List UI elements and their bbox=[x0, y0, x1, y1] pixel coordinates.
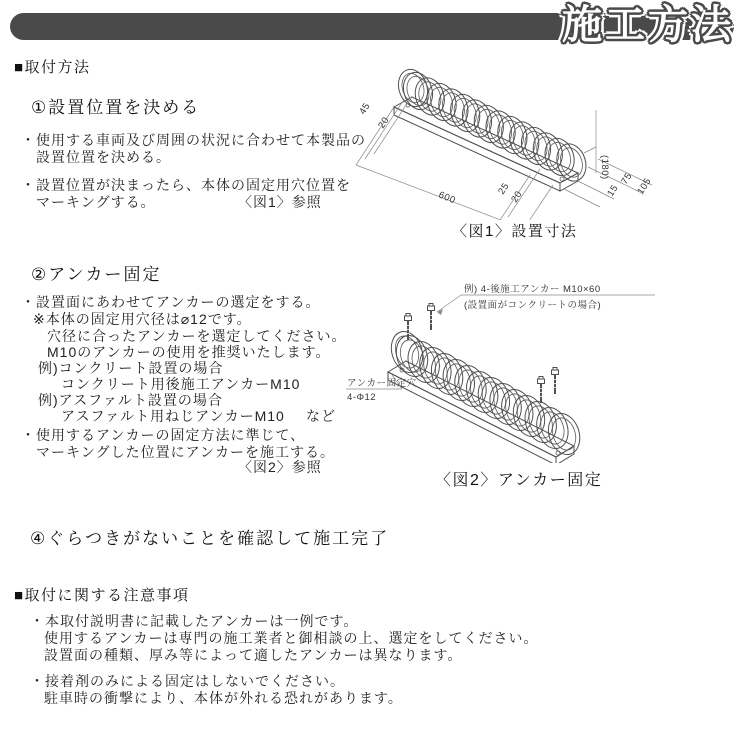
step2-line4: M10のアンカーの使用を推奨いたします。 bbox=[47, 344, 331, 360]
note1-line2: 使用するアンカーは専門の施工業者と御相談の上、選定をしてください。 bbox=[44, 630, 539, 646]
figure1-caption: 〈図1〉設置寸法 bbox=[452, 223, 578, 240]
step2-line8-suffix: など bbox=[306, 408, 336, 424]
fig2-hole-label-line2: 4-Φ12 bbox=[347, 392, 377, 403]
figure2-caption: 〈図2〉アンカー固定 bbox=[435, 472, 603, 489]
step1-title: ①設置位置を決める bbox=[31, 98, 201, 117]
step1-fig1-reference: 〈図1〉参照 bbox=[238, 194, 322, 210]
step2-line1: ・設置面にあわせてアンカーの選定をする。 bbox=[21, 294, 321, 310]
step2-line7: 例)アスファルト設置の場合 bbox=[38, 392, 223, 408]
note2-line1: ・接着剤のみによる固定はしないでください。 bbox=[30, 673, 345, 689]
step1-bullet2-line2: マーキングする。 bbox=[36, 194, 156, 210]
svg-text:45: 45 bbox=[357, 100, 373, 117]
svg-text:25: 25 bbox=[496, 180, 512, 197]
step2-line9: ・使用するアンカーの固定方法に準じて、 bbox=[21, 427, 306, 443]
note2-line2: 駐車時の衝撃により、本体が外れる恐れがあります。 bbox=[44, 690, 403, 706]
fig1-dimension-labels bbox=[357, 101, 654, 206]
figure1-drawing bbox=[350, 55, 740, 220]
section-heading-attach: ■取付方法 bbox=[14, 59, 91, 76]
step2-line5: 例)コンクリート設置の場合 bbox=[38, 360, 224, 376]
svg-text:15: 15 bbox=[605, 182, 621, 199]
svg-text:(180): (180) bbox=[599, 155, 610, 180]
fig2-anchor-label-line2: (設置面がコンクリートの場合) bbox=[464, 300, 602, 311]
step4-title: ④ぐらつきがないことを確認して施工完了 bbox=[30, 529, 390, 548]
fig2-anchor-label-line1: 例) 4-後施工アンカー M10×60 bbox=[464, 284, 601, 295]
page-title: 施工方法 bbox=[562, 3, 734, 47]
svg-text:105: 105 bbox=[635, 176, 654, 197]
fig1-spiral-coil bbox=[394, 66, 591, 185]
step2-line6: コンクリート用後施工アンカーM10 bbox=[61, 376, 301, 392]
svg-text:75: 75 bbox=[619, 170, 635, 187]
svg-text:20: 20 bbox=[509, 188, 525, 205]
svg-text:600: 600 bbox=[436, 189, 458, 207]
step2-line8: アスファルト用ねじアンカーM10 bbox=[61, 408, 285, 424]
svg-text:20: 20 bbox=[376, 114, 392, 131]
step2-fig2-reference: 〈図2〉参照 bbox=[238, 459, 322, 475]
step2-line3: 穴径に合ったアンカーを選定してください。 bbox=[47, 328, 347, 344]
section-heading-notes: ■取付に関する注意事項 bbox=[14, 587, 190, 604]
note1-line1: ・本取付説明書に記載したアンカーは一例です。 bbox=[30, 613, 359, 629]
fig2-anchor-bolts bbox=[405, 304, 559, 404]
fig2-hole-label-line1: アンカー固定穴 bbox=[347, 378, 417, 389]
step1-bullet1-line1: ・使用する車両及び周囲の状況に合わせて本製品の bbox=[21, 132, 366, 148]
step2-line10: マーキングした位置にアンカーを施工する。 bbox=[36, 444, 336, 460]
step1-bullet2-line1: ・設置位置が決まったら、本体の固定用穴位置を bbox=[21, 177, 351, 193]
figure2-drawing bbox=[340, 278, 740, 463]
note1-line3: 設置面の種類、厚み等によって適したアンカーは異なります。 bbox=[44, 647, 463, 663]
step1-bullet1-line2: 設置位置を決める。 bbox=[36, 149, 171, 165]
step2-line2: ※本体の固定用穴径は⌀12です。 bbox=[33, 311, 252, 327]
step2-title: ②アンカー固定 bbox=[31, 265, 162, 284]
